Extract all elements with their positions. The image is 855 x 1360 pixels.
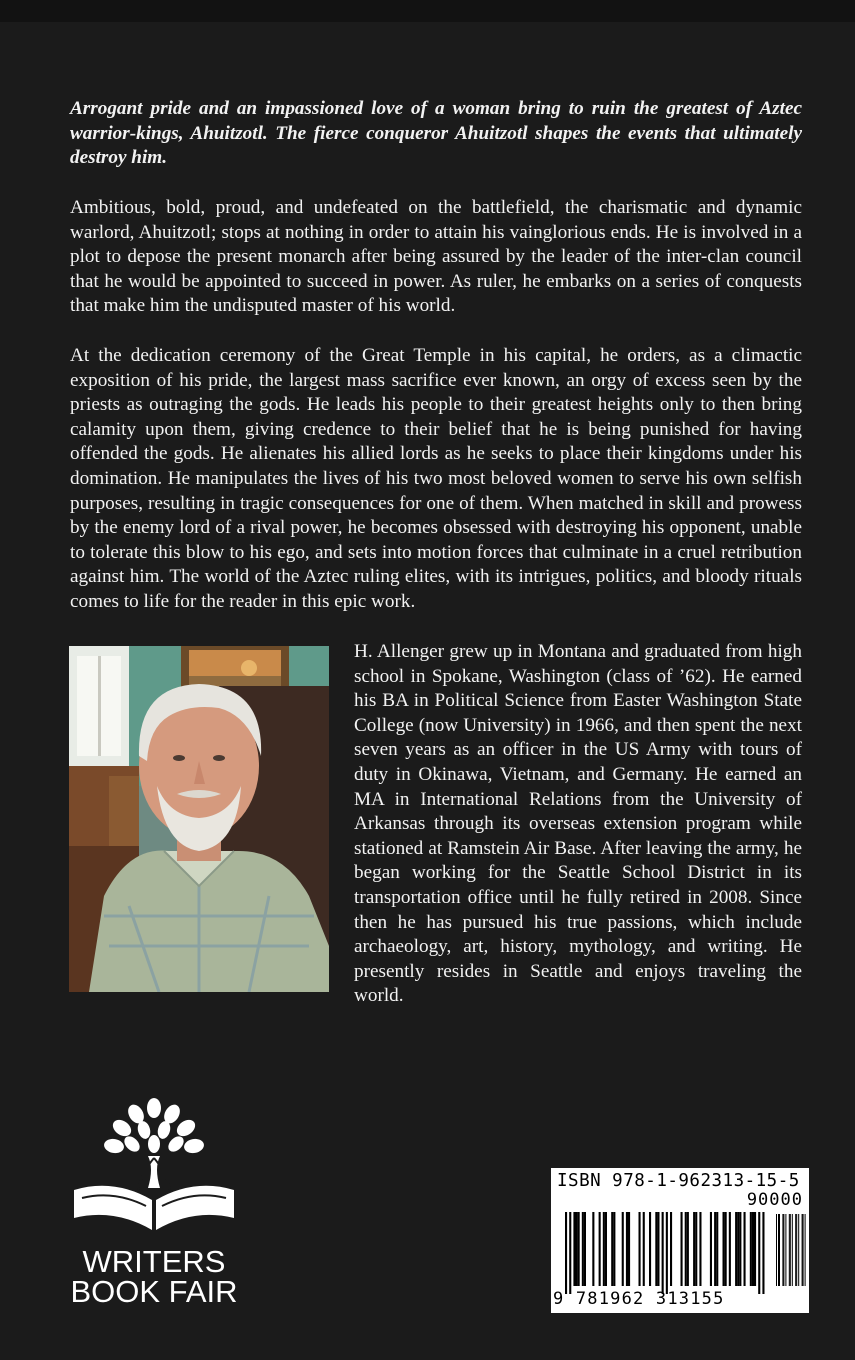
barcode-bar [573, 1212, 575, 1286]
barcode-bar [735, 1212, 737, 1286]
addon-bar [795, 1214, 796, 1286]
barcode-bar [723, 1212, 725, 1286]
barcode-bar [643, 1212, 645, 1286]
barcode-bar [752, 1212, 754, 1286]
barcode-bar [714, 1212, 716, 1286]
barcode-bar [592, 1212, 594, 1286]
barcode-bar [565, 1212, 567, 1294]
barcode-bar [613, 1212, 615, 1286]
barcode-bar [685, 1212, 687, 1286]
barcode-bar [655, 1212, 657, 1286]
photo-wrap-space [70, 640, 354, 1000]
barcode-bar [710, 1212, 712, 1286]
barcode-bar [599, 1212, 601, 1286]
cover-blurb [70, 97, 802, 171]
barcode-bar [611, 1212, 613, 1286]
barcode-bar [670, 1212, 672, 1286]
addon-bar [803, 1214, 804, 1286]
addon-bar [802, 1214, 803, 1286]
barcode-bar [628, 1212, 630, 1286]
barcode-bar [578, 1212, 580, 1286]
addon-bar [796, 1214, 797, 1286]
barcode-bar [681, 1212, 683, 1286]
addon-bar [778, 1214, 779, 1286]
description-text-2: At the dedication ceremony of the Great Temple in his capital, he orders, as a climactic exposition of his pride, the largest mass sacrifice ever known, an orgy of excess seen by the priests as outraging the gods. He leads his people to their greatest heights only to then bring calamity upon them, giving credence to their belief that he is being punished for having offended the gods. He alienates his allied lords as he seeks to place their kingdoms under his domination. He manipulates the lives of his two most beloved women to serve his own selfish purposes, resulting in tragic consequences for one of them. When matched in skill and prowess by the enemy lord of a rival power, he becomes obsessed with destroying his opponent, unable to tolerate this blow to his ego, and sets into motion forces that culminate in a cruel retribution against him. The world of the Aztec ruling elites, with its intrigues, politics, and bloody rituals comes to life for the reader in this epic work. [70, 345, 802, 612]
barcode-bar [622, 1212, 624, 1286]
barcode-bar [739, 1212, 741, 1286]
tree-book-icon [68, 1098, 240, 1248]
barcode-bar [744, 1212, 746, 1286]
description-paragraph-1 [70, 196, 802, 319]
addon-bar [785, 1214, 786, 1286]
blurb-text: Arrogant pride and an impassioned love of a woman bring to ruin the greatest of Aztec warrior-kings, Ahuitzotl. The fierce conqueror Ahuitzotl shapes the events that ultimately destroy him. [70, 98, 802, 169]
barcode-bar [687, 1212, 689, 1286]
author-bio-text: H. Allenger grew up in Montana and graduated from high school in Spokane, Washington (class of ’62). He earned his BA in Political Science from Easter Washington State College (now University) in 1966, and then spent the next seven years as an officer in the US Army with tours of duty in Okinawa, Vietnam, and Germany. He earned an MA in International Relations from the University of Arkansas through its overseas extension program while stationed at Ramstein Air Base. After leaving the army, he began working for the Seattle School District in its transportation office until he fully retired in 2008. Since then he has pursued his true passions, which include archaeology, art, history, mythology, and writing. He presently resides in Seattle and enjoys traveling the world. [354, 641, 802, 1007]
barcode-bar [725, 1212, 727, 1286]
publisher-name-line-1: WRITERS [82, 1244, 226, 1279]
publisher-logo [68, 1098, 240, 1308]
barcode-bar [576, 1212, 578, 1286]
addon-bar [789, 1214, 790, 1286]
barcode-bar [695, 1212, 697, 1286]
barcode-bar [716, 1212, 718, 1286]
publisher-name-line-2: BOOK FAIR [70, 1274, 238, 1309]
author-bio [70, 640, 802, 1009]
barcode-bar [657, 1212, 659, 1286]
barcode-digits: 9 781962 313155 [553, 1289, 725, 1309]
barcode-bar [662, 1212, 664, 1294]
barcode-bar [750, 1212, 752, 1286]
barcode-bar [639, 1212, 641, 1286]
isbn-label: ISBN 978-1-962313-15-5 [557, 1171, 800, 1191]
barcode-bar [758, 1212, 760, 1294]
top-edge-band [0, 0, 855, 22]
barcode-bar [762, 1212, 764, 1294]
barcode-bar [649, 1212, 651, 1286]
addon-bar [790, 1214, 791, 1286]
barcode-bar [605, 1212, 607, 1286]
barcode-bar [603, 1212, 605, 1286]
addon-bar [798, 1214, 799, 1286]
barcode-bar [626, 1212, 628, 1286]
addon-bar [805, 1214, 806, 1286]
addon-bar [782, 1214, 783, 1286]
barcode-bar [693, 1212, 695, 1286]
barcode-bar [584, 1212, 586, 1286]
barcode-bar [666, 1212, 668, 1294]
description-text-1: Ambitious, bold, proud, and undefeated on the battlefield, the charismatic and dynamic warlord, Ahuitzotl; stops at nothing in order to attain his vainglorious ends. He is involved in a plot to depose the present monarch after being assured by the leader of the inter-clan council that he would be appointed to succeed in power. As ruler, he embarks on a series of conquests that make him the undisputed master of his world. [70, 197, 802, 317]
addon-bar [776, 1214, 777, 1286]
barcode-bar [754, 1212, 756, 1286]
barcode-bar [737, 1212, 739, 1286]
barcode-bar [729, 1212, 731, 1286]
barcode-bar [569, 1212, 571, 1294]
barcode-bar [582, 1212, 584, 1286]
barcode-bar [699, 1212, 701, 1286]
isbn-barcode [551, 1168, 809, 1313]
addon-bar [792, 1214, 793, 1286]
description-paragraph-2 [70, 344, 802, 615]
price-code: 90000 [746, 1190, 803, 1210]
addon-bar [783, 1214, 784, 1286]
addon-bar [779, 1214, 780, 1286]
